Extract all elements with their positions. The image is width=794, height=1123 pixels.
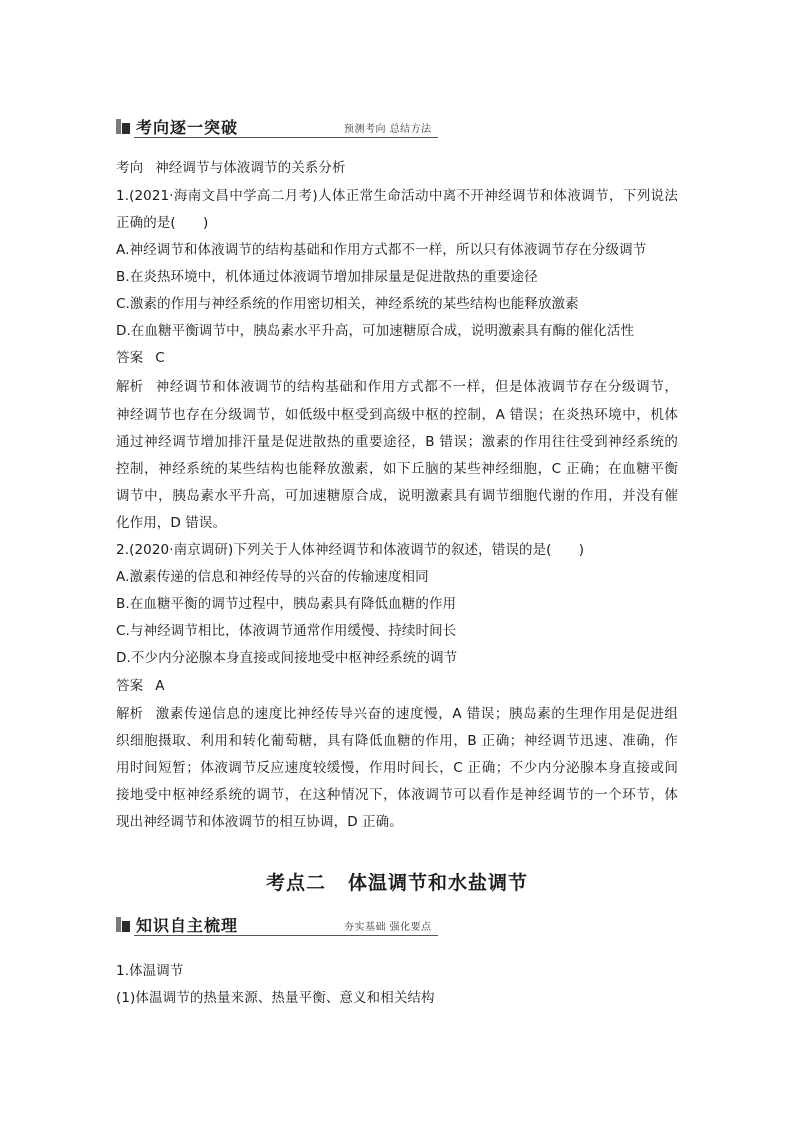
question-2-option-d: D.不少内分泌腺本身直接或间接地受中枢神经系统的调节 [116,650,458,666]
question-1-analysis-line: 解析 神经调节和体液调节的结构基础和作用方式都不一样，但是体液调节存在分级调节， [116,379,678,395]
topic-text: 神经调节与体液调节的关系分析 [155,160,346,176]
question-1-option-b: B.在炎热环境中，机体通过体液调节增加排尿量是促进散热的重要途径 [116,269,538,285]
answer-value: A [155,678,165,694]
section-rule [134,137,438,138]
answer-label: 答案 [116,350,144,366]
question-2-stem: 2.(2020·南京调研)下列关于人体神经调节和体液调节的叙述，错误的是( ) [116,542,585,558]
question-1-stem: 1.(2021·海南文昌中学高二月考)人体正常生命活动中离不开神经调节和体液调节，下列说法 [116,188,678,204]
answer-label: 答案 [116,678,144,694]
question-1-option-d: D.在血糖平衡调节中，胰岛素水平升高，可加速糖原合成，说明激素具有酶的催化活性 [116,323,635,339]
section-rule [134,935,438,936]
heading-title: 体温调节和水盐调节 [348,872,529,894]
analysis-label: 解析 [116,706,144,722]
section-header-bar [116,913,438,935]
question-2-analysis-line: 用时间短暂；体液调节反应速度较缓慢，作用时间长，C 正确；不少内分泌腺本身直接或间 [116,760,678,776]
topic-label: 考向 [116,160,144,176]
section-subtitle: 预测考向 总结方法 [344,124,432,135]
section-marker-icon [116,917,130,932]
item-heading: 1.体温调节 [116,963,184,979]
answer-value: C [155,350,165,366]
topic-line [116,158,346,178]
question-1-answer [116,348,165,368]
question-2-analysis-line: 解析 激素传递信息的速度比神经传导兴奋的速度慢，A 错误；胰岛素的生理作用是促进组 [116,706,678,722]
section-heading [0,868,794,895]
question-2-option-a: A.激素传递的信息和神经传导的兴奋的传输速度相同 [116,569,429,585]
question-1-analysis-line: 控制，神经系统的某些结构也能释放激素，如下丘脑的某些神经细胞，C 正确；在血糖平衡 [116,461,678,477]
question-2-option-c: C.与神经调节相比，体液调节通常作用缓慢、持续时间长 [116,623,457,639]
section-header-bar [116,115,438,137]
analysis-label: 解析 [116,379,144,395]
question-2-analysis-line: 接地受中枢神经系统的调节，在这种情况下，体液调节可以看作是神经调节的一个环节，体 [116,787,678,803]
question-1-stem-cont: 正确的是( ) [116,215,209,231]
question-2-option-b: B.在血糖平衡的调节过程中，胰岛素具有降低血糖的作用 [116,596,457,612]
question-1-analysis-line: 通过神经调节增加排汗量是促进散热的重要途径，B 错误；激素的作用往往受到神经系统的 [116,434,678,450]
section-title: 知识自主梳理 [136,916,239,935]
question-1-analysis-line: 化作用，D 错误。 [116,515,227,531]
question-1-option-c: C.激素的作用与神经系统的作用密切相关，神经系统的某些结构也能释放激素 [116,296,579,312]
item-subheading: (1)体温调节的热量来源、热量平衡、意义和相关结构 [116,990,435,1006]
question-1-option-a: A.神经调节和体液调节的结构基础和作用方式都不一样，所以只有体液调节存在分级调节 [116,242,647,258]
question-2-analysis-line: 现出神经调节和体液调节的相互协调，D 正确。 [116,814,403,830]
question-1-analysis-line: 调节中，胰岛素水平升高，可加速糖原合成，说明激素具有调节细胞代谢的作用，并没有催 [116,488,678,504]
section-subtitle: 夯实基础 强化要点 [344,922,432,933]
question-1-analysis-line: 神经调节也存在分级调节，如低级中枢受到高级中枢的控制，A 错误；在炎热环境中，机体 [116,407,678,423]
heading-part: 考点二 [265,872,326,894]
question-2-answer [116,676,165,696]
section-title: 考向逐一突破 [136,118,239,137]
section-marker-icon [116,119,130,134]
question-2-analysis-line: 织细胞摄取、利用和转化葡萄糖，具有降低血糖的作用，B 正确；神经调节迅速、准确，作 [116,733,678,749]
